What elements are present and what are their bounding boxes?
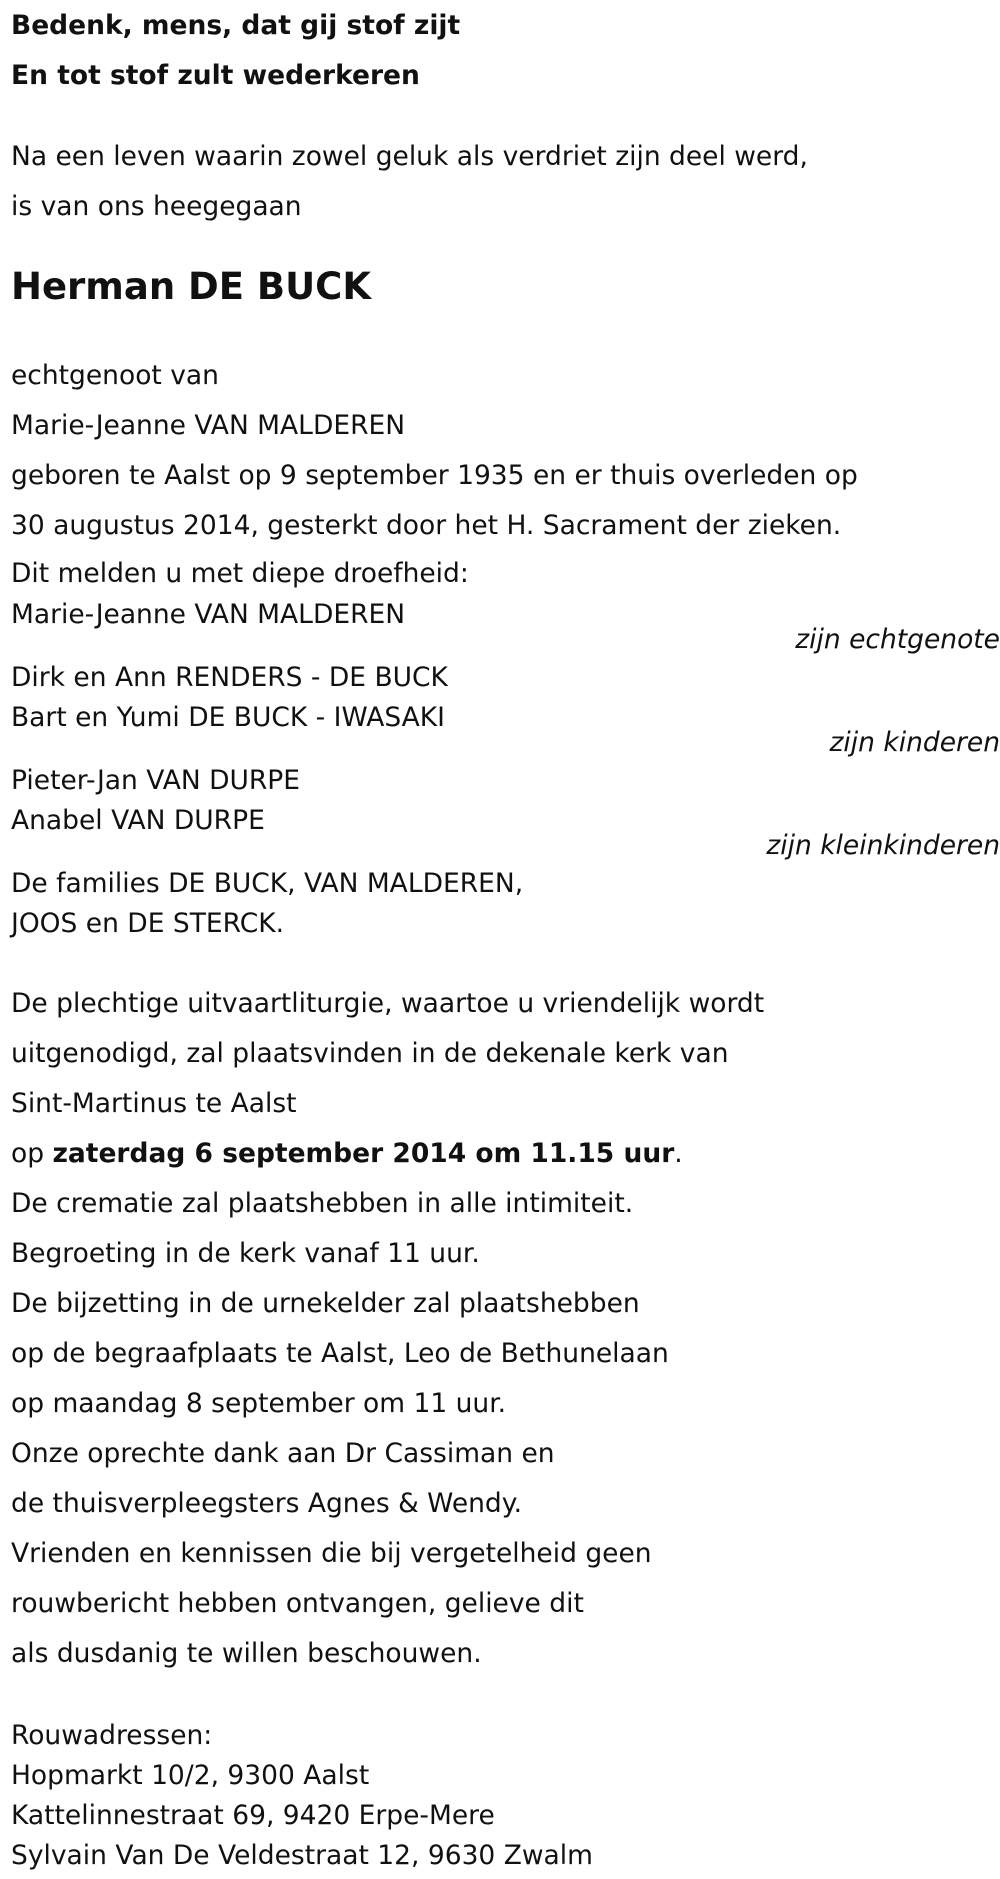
- family-child-2: Bart en Yumi DE BUCK - IWASAKI: [11, 702, 445, 733]
- address-item: Hopmarkt 10/2, 9300 Aalst: [11, 1760, 370, 1791]
- details-line-1: echtgenoot van: [11, 360, 219, 391]
- address-item: Sylvain Van De Veldestraat 12, 9630 Zwalm: [11, 1840, 593, 1871]
- details-line-4: 30 augustus 2014, gesterkt door het H. Sacrament der zieken.: [11, 510, 842, 541]
- family-spouse: Marie-Jeanne VAN MALDEREN: [11, 599, 406, 630]
- ceremony-line-6: Begroeting in de kerk vanaf 11 uur.: [11, 1238, 480, 1269]
- children-role: zijn kinderen: [829, 727, 1000, 758]
- ceremony-line-4-suffix: .: [674, 1138, 683, 1169]
- ceremony-line-2: uitgenodigd, zal plaatsvinden in de dekenale kerk van: [11, 1038, 729, 1069]
- ceremony-line-12: Vrienden en kennissen die bij vergetelheid geen: [11, 1538, 652, 1569]
- family-grandchild-2: Anabel VAN DURPE: [11, 805, 265, 836]
- families-line-1: De families DE BUCK, VAN MALDEREN,: [11, 868, 524, 899]
- intro-line-2: is van ons heegegaan: [11, 191, 302, 222]
- details-line-3: geboren te Aalst op 9 september 1935 en er thuis overleden op: [11, 460, 858, 491]
- ceremony-line-14: als dusdanig te willen beschouwen.: [11, 1638, 482, 1669]
- ceremony-line-3: Sint-Martinus te Aalst: [11, 1088, 297, 1119]
- ceremony-date-time: zaterdag 6 september 2014 om 11.15 uur: [52, 1138, 675, 1169]
- deceased-name: Herman DE BUCK: [11, 265, 371, 308]
- grandchildren-role: zijn kleinkinderen: [766, 830, 1000, 861]
- ceremony-line-4: [11, 1138, 683, 1169]
- details-line-2: Marie-Jeanne VAN MALDEREN: [11, 410, 406, 441]
- motto-line-1: Bedenk, mens, dat gij stof zijt: [11, 10, 461, 41]
- ceremony-line-10: Onze oprechte dank aan Dr Cassiman en: [11, 1438, 555, 1469]
- intro-line-1: Na een leven waarin zowel geluk als verdriet zijn deel werd,: [11, 141, 808, 172]
- spouse-role: zijn echtgenote: [795, 624, 1000, 655]
- families-line-2: JOOS en DE STERCK.: [11, 908, 285, 939]
- announcement: Dit melden u met diepe droefheid:: [11, 558, 469, 589]
- ceremony-line-4-prefix: op: [11, 1138, 53, 1169]
- ceremony-line-8: op de begraafplaats te Aalst, Leo de Bethunelaan: [11, 1338, 669, 1369]
- motto-line-2: En tot stof zult wederkeren: [11, 60, 420, 91]
- ceremony-line-11: de thuisverpleegsters Agnes & Wendy.: [11, 1488, 523, 1519]
- ceremony-line-7: De bijzetting in de urnekelder zal plaatshebben: [11, 1288, 640, 1319]
- addresses-heading: Rouwadressen:: [11, 1720, 213, 1751]
- ceremony-line-1: De plechtige uitvaartliturgie, waartoe u vriendelijk wordt: [11, 988, 765, 1019]
- ceremony-line-13: rouwbericht hebben ontvangen, gelieve dit: [11, 1588, 584, 1619]
- ceremony-line-9: op maandag 8 september om 11 uur.: [11, 1388, 507, 1419]
- ceremony-line-5: De crematie zal plaatshebben in alle intimiteit.: [11, 1188, 634, 1219]
- address-item: Kattelinnestraat 69, 9420 Erpe-Mere: [11, 1800, 495, 1831]
- family-grandchild-1: Pieter-Jan VAN DURPE: [11, 765, 301, 796]
- family-child-1: Dirk en Ann RENDERS - DE BUCK: [11, 662, 448, 693]
